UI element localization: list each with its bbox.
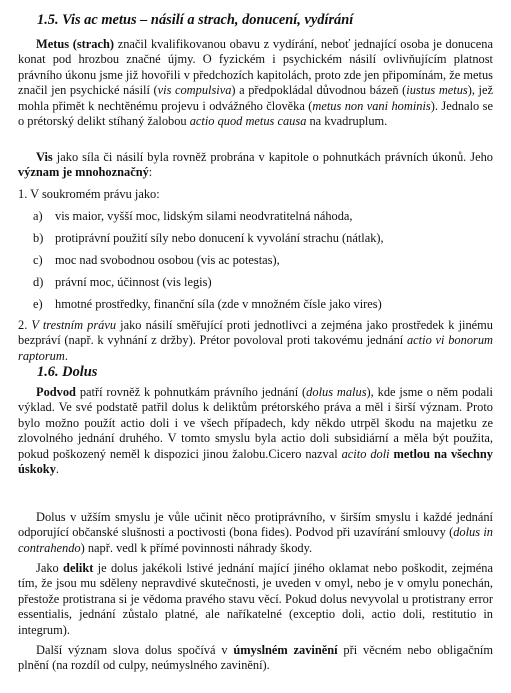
section-heading: 1.6. Dolus	[37, 364, 98, 380]
italic-text: dolus in contrahendo	[18, 525, 493, 555]
text-run: :	[148, 165, 153, 180]
list-item	[33, 231, 493, 246]
bold-text: delikt	[63, 561, 94, 575]
list-item	[33, 209, 493, 224]
text-run: značil kvalifikovanou obavu z vydírání, neboť jednající osoba je donucena konat pod hrozbou značné újmy. O fyzickém i psychickém násilí ovlivňujícím platnost právního úkonu jsme již hovořili v předchozích kapitolách, proto zde jen připomínám, že metus značil jen psychické násilí (	[18, 37, 494, 98]
italic-text: acito doli	[341, 446, 390, 461]
text-run: patří rovněž k pohnutkám právního jednání (	[75, 385, 307, 399]
list-letter: e)	[33, 297, 43, 311]
list-letter: c)	[33, 253, 43, 267]
italic-text: actio quod metus causa	[189, 114, 307, 129]
list-text: právní moc, účinnost (vis legis)	[55, 275, 212, 289]
italic-text: V trestním právu	[31, 318, 117, 332]
text-run: jako síla či násilí byla rovněž probrána v kapitole o pohnutkách právních úkonů. Jeho	[52, 150, 493, 164]
list-letter: a)	[33, 209, 43, 223]
bold-text: Podvod	[36, 385, 76, 399]
paragraph	[18, 561, 493, 638]
list-text: protiprávní použití síly nebo donucení k vyvolání strachu (nátlak),	[55, 231, 384, 245]
italic-text: vis compulsiva	[157, 83, 232, 98]
text-run: při věcném nebo obligačním plnění (na rozdíl od culpy, neúmyslného zavinění).	[18, 643, 494, 673]
text-run: Dolus v užším smyslu je vůle učinit něco protiprávního, v širším smyslu i každé jednání odporující občanské slušnosti a poctivosti (bona fides). Podvod při uzavírání smlouvy (	[18, 510, 493, 540]
section-heading: 1.5. Vis ac metus – násilí a strach, donucení, vydírání	[37, 12, 354, 28]
bold-text: Vis	[36, 150, 53, 164]
paragraph	[18, 318, 493, 364]
bold-text: Metus (strach)	[36, 37, 115, 51]
text-run: jako násilí směřující proti jednotlivci a zejména jako prostředek k jinému bezpráví (např. k vyhnání z držby). Prétor povoloval proti takovému jednání	[18, 318, 493, 348]
list-text: hmotné prostředky, finanční síla (zde v množném čísle jako vires)	[55, 297, 382, 311]
paragraph	[18, 510, 493, 556]
bold-text: úmyslném zavinění	[233, 643, 338, 657]
list-item	[33, 253, 493, 268]
text-run: Další význam slova dolus spočívá v	[36, 643, 234, 657]
paragraph	[18, 385, 493, 477]
list-item	[33, 297, 493, 312]
italic-text: actio vi bonorum raptorum	[18, 333, 493, 363]
bold-text: význam je mnohoznačný	[18, 165, 149, 180]
paragraph	[18, 37, 493, 129]
list-letter: d)	[33, 275, 44, 289]
text-run: ), jež mohla přimět k nechtěnému projevu i odvážného člověka (	[18, 83, 493, 113]
text-run: ) např. vedl k přímé povinnosti náhrady škody.	[80, 540, 313, 555]
text-run: .	[55, 462, 59, 477]
paragraph	[18, 643, 493, 674]
text-run: 2.	[18, 318, 32, 332]
text-run: ). Jednalo se o prétorský delikt stíhaný žalobou	[18, 98, 493, 129]
list-letter: b)	[33, 231, 44, 245]
text-run: ), kde jsme o něm podali výklad. Ve své podstatě patřil dolus k deliktům prétorského práva a měl i širší význam. Proto bylo možno použít actio doli i ve všech případech, kdy někdo utrpěl škodu na majetku ze zlovolného jednání druhého. V tomto smyslu byla actio doli subsidiární a měla být použita, pokud poškozený neměl k dispozici jinou žalobu.Cicero nazval	[18, 385, 493, 461]
text-run: .	[64, 348, 68, 363]
list-header: 1. V soukromém právu jako:	[18, 187, 160, 201]
list-text: vis maior, vyšší moc, lidským silami neodvratitelná náhoda,	[55, 209, 353, 223]
bold-text: metlou na všechny úskoky	[18, 446, 493, 477]
italic-text: dolus malus	[306, 385, 367, 399]
text-run: je dolus jakékoli lstivé jednání mající jiného oklamat nebo poškodit, zejména tím, že jsou mu sděleny nepravdivé skutečnosti, je uveden v omyl, nebo je v omylu ponechán, přestože protistrana si je vědoma pravého stavu věcí. Pokud dolus nevyvolal u protistrany error essentialis, jednání zůstalo platné, ale naříkatelné (exceptio doli, actio doli, restitutio in integrum).	[18, 561, 493, 637]
paragraph	[18, 150, 493, 181]
italic-text: metus non vani hominis	[312, 98, 431, 113]
italic-text: iustus metus	[406, 83, 468, 98]
text-run: na kvadruplum.	[306, 114, 388, 129]
list-item	[33, 275, 493, 290]
list-text: moc nad svobodnou osobou (vis ac potestas),	[55, 253, 280, 267]
text-run: ) a předpokládal důvodnou bázeň (	[231, 83, 407, 98]
text-run: Jako	[36, 561, 64, 575]
